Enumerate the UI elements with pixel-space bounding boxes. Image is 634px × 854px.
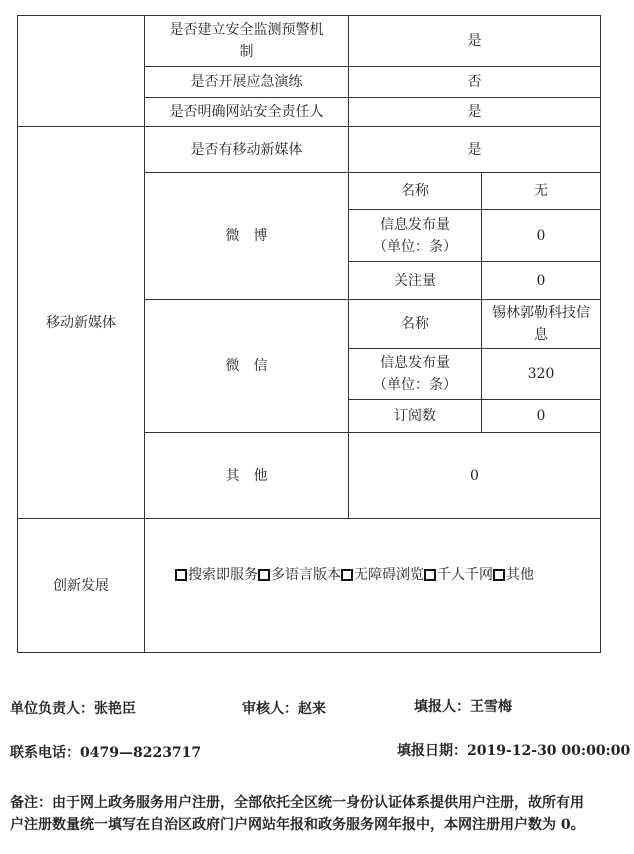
innovation-option-accessible[interactable]: 无障碍浏览: [341, 564, 424, 586]
other-label: 其 他: [225, 467, 268, 484]
checkbox-icon: [175, 569, 187, 581]
remark-note: 备注：由于网上政务服务用户注册，全部依托全区统一身份认证体系提供用户注册，故所有用户注册数量统一填写在自治区政府门户网站年报和政务服务网年报中，本网注册用户数为 0。: [10, 795, 585, 833]
innovation-option-search[interactable]: 搜索即服务: [175, 564, 258, 586]
weixin-label: 微 信: [225, 358, 268, 374]
has-mobile-media-value: 是: [467, 141, 482, 158]
weixin-posts-value: 320: [527, 366, 555, 382]
innovation-option-multilang[interactable]: 多语言版本: [258, 564, 341, 586]
weixin-sub-value: 0: [536, 408, 546, 424]
weibo-name-label: 名称: [401, 183, 429, 199]
unit-head: 单位负责人：张艳臣: [10, 701, 136, 717]
safety-monitor-label: 是否建立安全监测预警机制: [169, 22, 324, 60]
weixin-name-label: 名称: [401, 316, 429, 332]
safety-monitor-value: 是: [467, 33, 482, 49]
checkbox-icon: [424, 569, 436, 581]
weixin-posts-label: 信息发布量（单位：条）: [373, 355, 457, 393]
weixin-name-value: 锡林郭勒科技信息: [492, 305, 590, 343]
mobile-media-section-label: 移动新媒体: [46, 314, 116, 331]
checkbox-icon: [341, 569, 353, 581]
weibo-follow-label: 关注量: [394, 272, 436, 289]
weixin-sub-label: 订阅数: [394, 408, 436, 424]
innovation-options: [145, 519, 600, 631]
weibo-label: 微 博: [225, 228, 268, 244]
emergency-drill-label: 是否开展应急演练: [190, 74, 303, 90]
security-person-value: 是: [467, 104, 482, 120]
emergency-drill-value: 否: [467, 74, 482, 90]
weibo-posts-label: 信息发布量（单位：条）: [373, 216, 457, 255]
checkbox-icon: [258, 569, 270, 581]
weibo-posts-value: 0: [536, 227, 546, 244]
fill-date: 填报日期：2019-12-30 00:00:00: [397, 743, 631, 759]
checkbox-icon: [493, 569, 505, 581]
security-person-label: 是否明确网站安全责任人: [169, 104, 324, 120]
innovation-option-other[interactable]: 其他: [493, 564, 534, 586]
weibo-follow-value: 0: [536, 272, 546, 289]
other-value: 0: [470, 467, 479, 484]
contact-phone: 联系电话：0479—8223717: [10, 745, 202, 761]
reviewer: 审核人：赵来: [242, 701, 326, 717]
has-mobile-media-label: 是否有移动新媒体: [190, 141, 303, 158]
filler: 填报人：王雪梅: [414, 699, 512, 715]
innovation-option-personalized[interactable]: 千人千网: [424, 564, 493, 586]
innovation-label: 创新发展: [53, 577, 109, 594]
weibo-name-value: 无: [534, 183, 548, 199]
